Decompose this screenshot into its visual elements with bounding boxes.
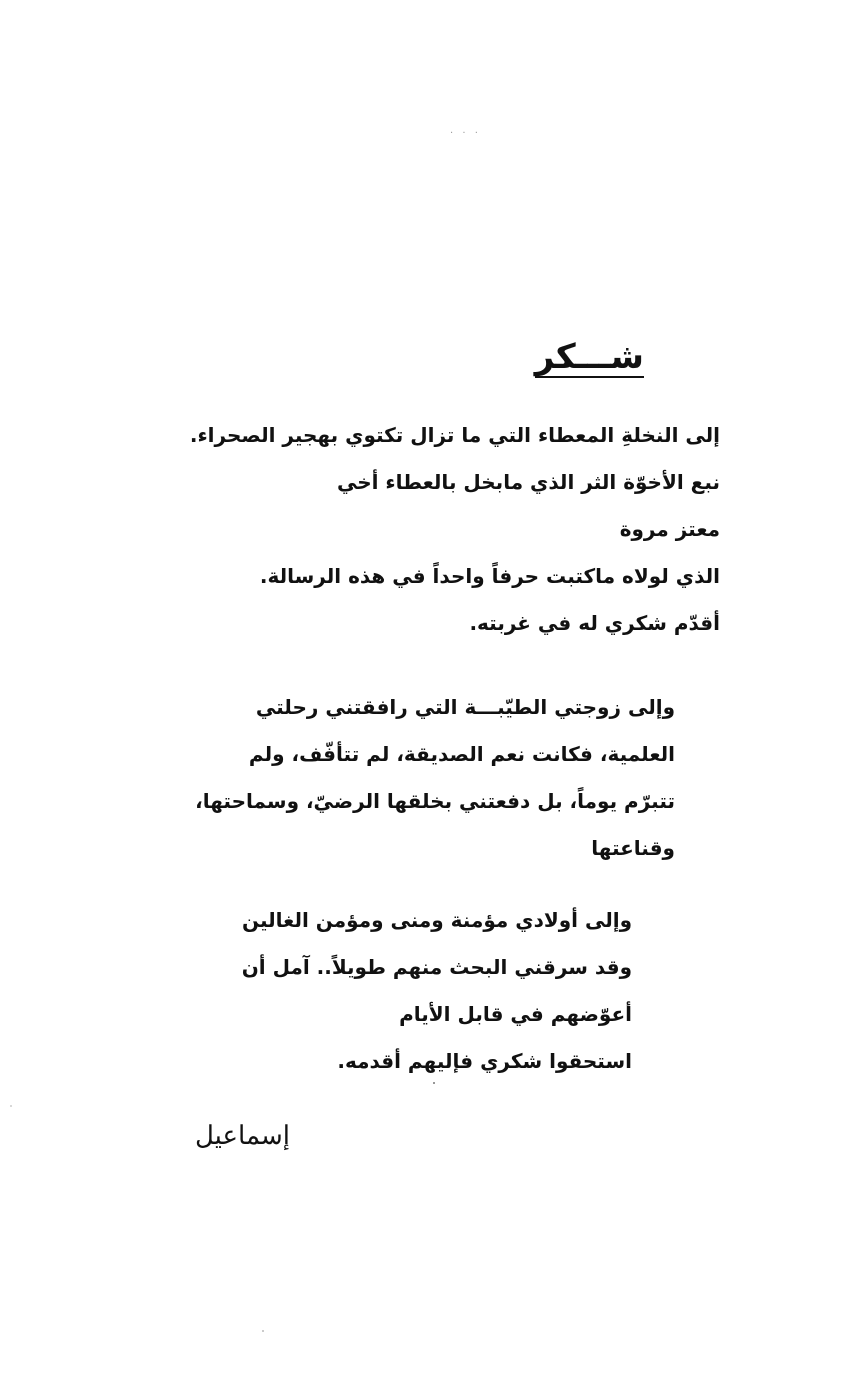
- text-line: نبع الأخوّة الثر الذي مابخل بالعطاء أخي: [336, 470, 720, 494]
- scan-speck: [10, 1105, 12, 1107]
- scan-speck: [262, 1330, 264, 1332]
- text-line: معتز مروة: [619, 517, 720, 541]
- text-line: العلمية، فكانت نعم الصديقة، لم تتأفّف، ولم: [248, 742, 675, 766]
- text-line: استحقوا شكري فإليهم أقدمه.: [337, 1049, 632, 1073]
- text-line: أعوّضهم في قابل الأيام: [399, 1002, 632, 1026]
- page-title: شـــكر: [534, 337, 644, 377]
- paragraph-brother: [190, 412, 720, 647]
- text-line: تتبرّم يوماً، بل دفعتني بخلقها الرضيّ، وسماحتها،: [195, 789, 675, 813]
- paragraph-children: [242, 897, 632, 1085]
- scan-speck: [433, 1082, 435, 1084]
- text-line: أقدّم شكري له في غربته.: [469, 611, 720, 635]
- signature: إسماعيل: [194, 1121, 290, 1151]
- text-line: وقد سرقني البحث منهم طويلاً.. آمل أن: [241, 955, 632, 979]
- page-mark: · · ·: [450, 128, 481, 139]
- text-line: وإلى زوجتي الطيّبـــة التي رافقتني رحلتي: [255, 695, 675, 719]
- text-line: الذي لولاه ماكتبت حرفاً واحداً في هذه الرسالة.: [259, 564, 720, 588]
- paragraph-wife: [195, 684, 675, 872]
- text-line: وإلى أولادي مؤمنة ومنى ومؤمن الغالين: [242, 908, 632, 932]
- text-line: وقناعتها: [591, 836, 675, 860]
- text-line: إلى النخلةِ المعطاء التي ما تزال تكتوي بهجير الصحراء.: [189, 423, 720, 447]
